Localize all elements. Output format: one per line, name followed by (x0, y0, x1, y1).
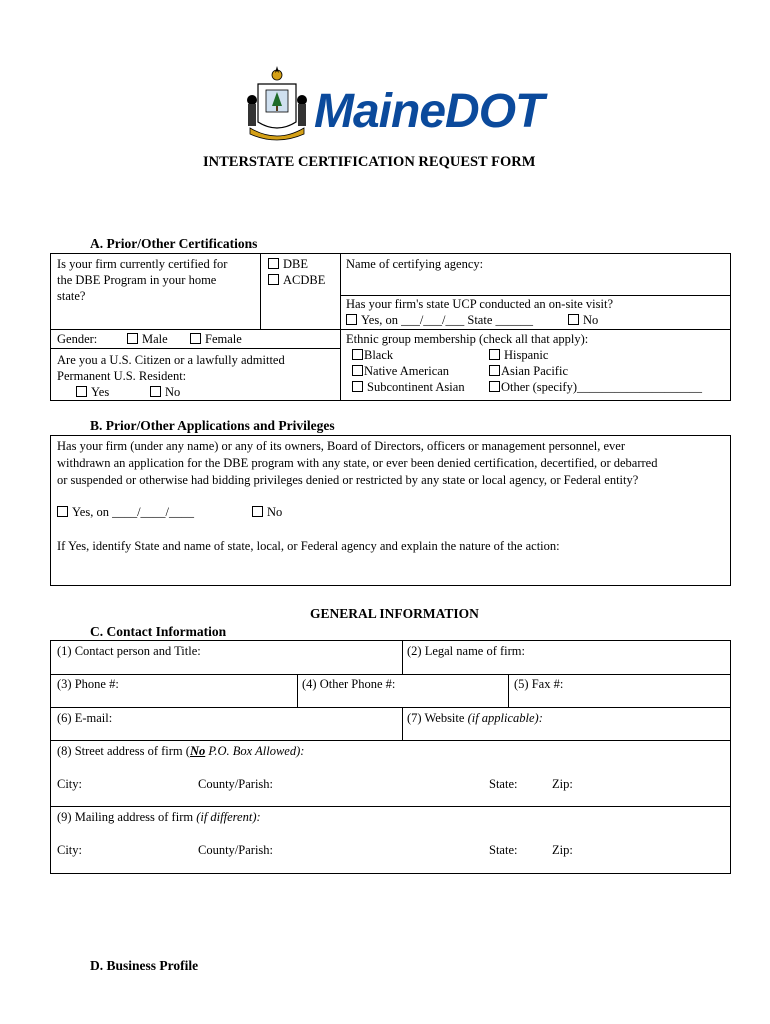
section-b-yes-label: Yes, on ____/____/____ (72, 505, 195, 519)
citizen-yes-label: Yes (91, 385, 110, 399)
other-phone-field[interactable]: (4) Other Phone #: (302, 677, 396, 691)
ethnic-black-checkbox[interactable] (352, 347, 393, 363)
other-specify-label: Other (specify)____________________ (501, 380, 703, 394)
onsite-yes-checkbox[interactable] (346, 312, 533, 328)
section-b-no-label: No (267, 505, 283, 519)
street-address-field[interactable] (57, 743, 304, 759)
ethnic-other-checkbox[interactable] (489, 379, 702, 395)
website-field[interactable] (407, 710, 543, 726)
section-b-yes-checkbox[interactable] (57, 504, 194, 520)
mailing-state-field[interactable]: State: (489, 843, 518, 857)
fax-field[interactable]: (5) Fax #: (514, 677, 564, 691)
form-title: INTERSTATE CERTIFICATION REQUEST FORM (203, 154, 536, 170)
dbe-checkbox[interactable] (268, 256, 308, 272)
section-a-heading: A. Prior/Other Certifications (90, 236, 258, 251)
maine-seal-logo (244, 66, 310, 144)
website-note: (if applicable): (467, 711, 543, 725)
native-american-label: Native American (364, 364, 450, 378)
onsite-no-label: No (583, 313, 599, 327)
ethnic-subcontinent-checkbox[interactable] (352, 379, 465, 395)
certifying-agency-field[interactable]: Name of certifying agency: (346, 257, 484, 271)
certified-question: Is your firm currently certified for (57, 257, 228, 271)
hispanic-label: Hispanic (504, 348, 549, 362)
general-info-heading: GENERAL INFORMATION (310, 606, 479, 621)
state-field[interactable]: State: (489, 777, 518, 791)
county-field[interactable]: County/Parish: (198, 777, 274, 791)
citizen-yes-checkbox[interactable] (76, 384, 109, 400)
mailing-county-field[interactable]: County/Parish: (198, 843, 274, 857)
section-b-explain: If Yes, identify State and name of state, local, or Federal agency and explain the nature of the action: (57, 539, 560, 553)
mailing-address-field[interactable] (57, 809, 261, 825)
street-note: P.O. Box Allowed): (205, 744, 305, 758)
black-label: Black (364, 348, 394, 362)
female-label: Female (205, 332, 242, 346)
legal-name-field[interactable]: (2) Legal name of firm: (407, 644, 526, 658)
onsite-no-checkbox[interactable] (568, 312, 598, 328)
street-label: (8) Street address of firm ( (57, 744, 190, 758)
asian-pacific-label: Asian Pacific (501, 364, 568, 378)
ethnic-hispanic-checkbox[interactable] (489, 347, 548, 363)
citizen-question-line2: Permanent U.S. Resident: (57, 369, 187, 383)
section-b-heading: B. Prior/Other Applications and Privileges (90, 418, 335, 433)
city-field[interactable]: City: (57, 777, 83, 791)
onsite-yes-label: Yes, on ___/___/___ State ______ (361, 313, 534, 327)
section-b-question-line2: withdrawn an application for the DBE program with any state, or ever been denied certification, decertified, or debarred (57, 456, 658, 470)
mailing-note: (if different): (196, 810, 261, 824)
gender-female-checkbox[interactable] (190, 331, 242, 347)
section-b-question: Has your firm (under any name) or any of its owners, Board of Directors, officers or management personnel, ever (57, 439, 625, 453)
gender-male-checkbox[interactable] (127, 331, 168, 347)
ethnic-label: Ethnic group membership (check all that apply): (346, 332, 589, 346)
street-no-emphasis: No (189, 744, 206, 758)
mailing-city-field[interactable]: City: (57, 843, 83, 857)
maine-dot-logo-text: MaineDOT (314, 85, 544, 138)
dbe-label: DBE (283, 257, 308, 271)
male-label: Male (142, 332, 168, 346)
section-b-question-line3: or suspended or otherwise had bidding privileges denied or restricted by any state or local agency, or Federal entity? (57, 473, 639, 487)
acdbe-checkbox[interactable] (268, 272, 325, 288)
certified-question-line3: state? (57, 289, 86, 303)
subcontinent-asian-label: Subcontinent Asian (367, 380, 465, 394)
gender-label: Gender: (57, 332, 98, 346)
ethnic-native-checkbox[interactable] (352, 363, 449, 379)
citizen-no-checkbox[interactable] (150, 384, 180, 400)
email-field[interactable]: (6) E-mail: (57, 711, 113, 725)
section-b-no-checkbox[interactable] (252, 504, 282, 520)
zip-field[interactable]: Zip: (552, 777, 573, 791)
citizen-no-label: No (165, 385, 181, 399)
website-label: (7) Website (407, 711, 465, 725)
mailing-label: (9) Mailing address of firm (57, 810, 194, 824)
mailing-zip-field[interactable]: Zip: (552, 843, 573, 857)
certified-question-line2: the DBE Program in your home (57, 273, 217, 287)
onsite-question: Has your firm's state UCP conducted an on-site visit? (346, 297, 614, 311)
section-c-heading: C. Contact Information (90, 624, 227, 639)
section-d-heading: D. Business Profile (90, 958, 199, 973)
citizen-question: Are you a U.S. Citizen or a lawfully admitted (57, 353, 285, 367)
ethnic-asian-pacific-checkbox[interactable] (489, 363, 568, 379)
contact-person-field[interactable]: (1) Contact person and Title: (57, 644, 201, 658)
acdbe-label: ACDBE (283, 273, 326, 287)
phone-field[interactable]: (3) Phone #: (57, 677, 119, 691)
